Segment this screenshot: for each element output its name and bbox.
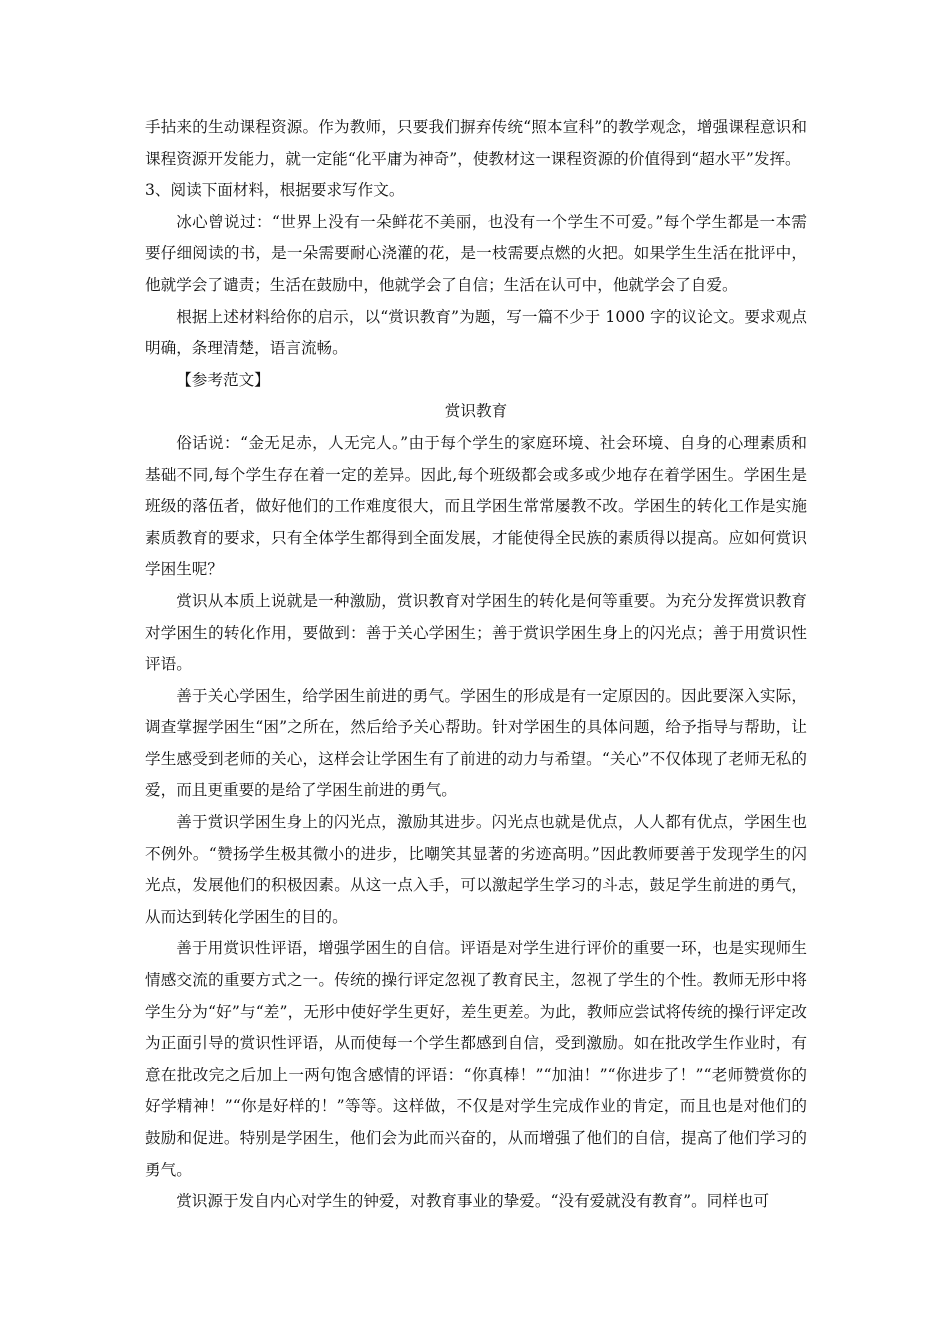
material-paragraph: 冰心曾说过：“世界上没有一朵鲜花不美丽，也没有一个学生不可爱。”每个学生都是一本需要仔细阅读的书，是一朵需要耐心浇灌的花，是一枝需要点燃的火把。如果学生生活在批评中，他就学会了谴责；生活在鼓励中，他就学会了自信；生活在认可中，他就学会了自爱。 (145, 212, 807, 294)
essay-paragraph-3: 善于关心学困生，给学困生前进的勇气。学困生的形成是有一定原因的。因此要深入实际，调查掌握学困生“困”之所在，然后给予关心帮助。针对学困生的具体问题，给予指导与帮助，让学生感受到老师的关心，这样会让学困生有了前进的动力与希望。“关心”不仅体现了老师无私的爱，而且更重要的是给了学困生前进的勇气。 (145, 686, 807, 800)
essay-paragraph-6: 赏识源于发自内心对学生的钟爱，对教育事业的挚爱。“没有爱就没有教育”。同样也可 (176, 1192, 770, 1211)
requirement-paragraph: 根据上述材料给你的启示，以“赏识教育”为题，写一篇不少于 1000 字的议论文。要求观点明确，条理清楚，语言流畅。 (145, 307, 807, 358)
essay-paragraph-4: 善于赏识学困生身上的闪光点，激励其进步。闪光点也就是优点，人人都有优点，学困生也不例外。“赞扬学生极其微小的进步，比嘲笑其显著的劣迹高明。”因此教师要善于发现学生的闪光点，发展他们的积极因素。从这一点入手，可以激起学生学习的斗志，鼓足学生前进的勇气，从而达到转化学困生的目的。 (145, 813, 807, 926)
essay-title: 赏识教育 (444, 402, 508, 421)
essay-paragraph-2: 赏识从本质上说就是一种激励，赏识教育对学困生的转化是何等重要。为充分发挥赏识教育对学困生的转化作用，要做到：善于关心学困生；善于赏识学困生身上的闪光点；善于用赏识性评语。 (145, 591, 807, 674)
question-3-heading: 3、阅读下面材料，根据要求写作文。 (145, 181, 405, 200)
paragraph-continued: 手拈来的生动课程资源。作为教师，只要我们摒弃传统“照本宣科”的教学观念，增强课程意识和课程资源开发能力，就一定能“化平庸为神奇”，使教材这一课程资源的价值得到“超水平”发挥。 (145, 118, 807, 168)
essay-paragraph-1: 俗话说：“金无足赤，人无完人。”由于每个学生的家庭环境、社会环境、自身的心理素质和基础不同,每个学生存在着一定的差异。因此,每个班级都会或多或少地存在着学困生。学困生是班级的落伍者，做好他们的工作难度很大，而且学困生常常屡教不改。学困生的转化工作是实施素质教育的要求，只有全体学生都得到全面发展，才能使得全民族的素质得以提高。应如何赏识学困生呢？ (145, 433, 807, 579)
reference-essay-label: 【参考范文】 (176, 370, 270, 389)
document-page (145, 112, 807, 1218)
essay-paragraph-5: 善于用赏识性评语，增强学困生的自信。评语是对学生进行评价的重要一环，也是实现师生情感交流的重要方式之一。传统的操行评定忽视了教育民主，忽视了学生的个性。教师无形中将学生分为“好”与“差”，无形中使好学生更好，差生更差。为此，教师应尝试将传统的操行评定改为正面引导的赏识性评语，从而使每一个学生都感到自信，受到激励。如在批改学生作业时，有意在批改完之后加上一两句饱含感情的评语：“你真棒！”“加油！”“你进步了！”“老师赞赏你的好学精神！”“你是好样的！”等等。这样做，不仅是对学生完成作业的肯定，而且也是对他们的鼓励和促进。特别是学困生，他们会为此而兴奋的，从而增强了他们的自信，提高了他们学习的勇气。 (145, 939, 807, 1179)
